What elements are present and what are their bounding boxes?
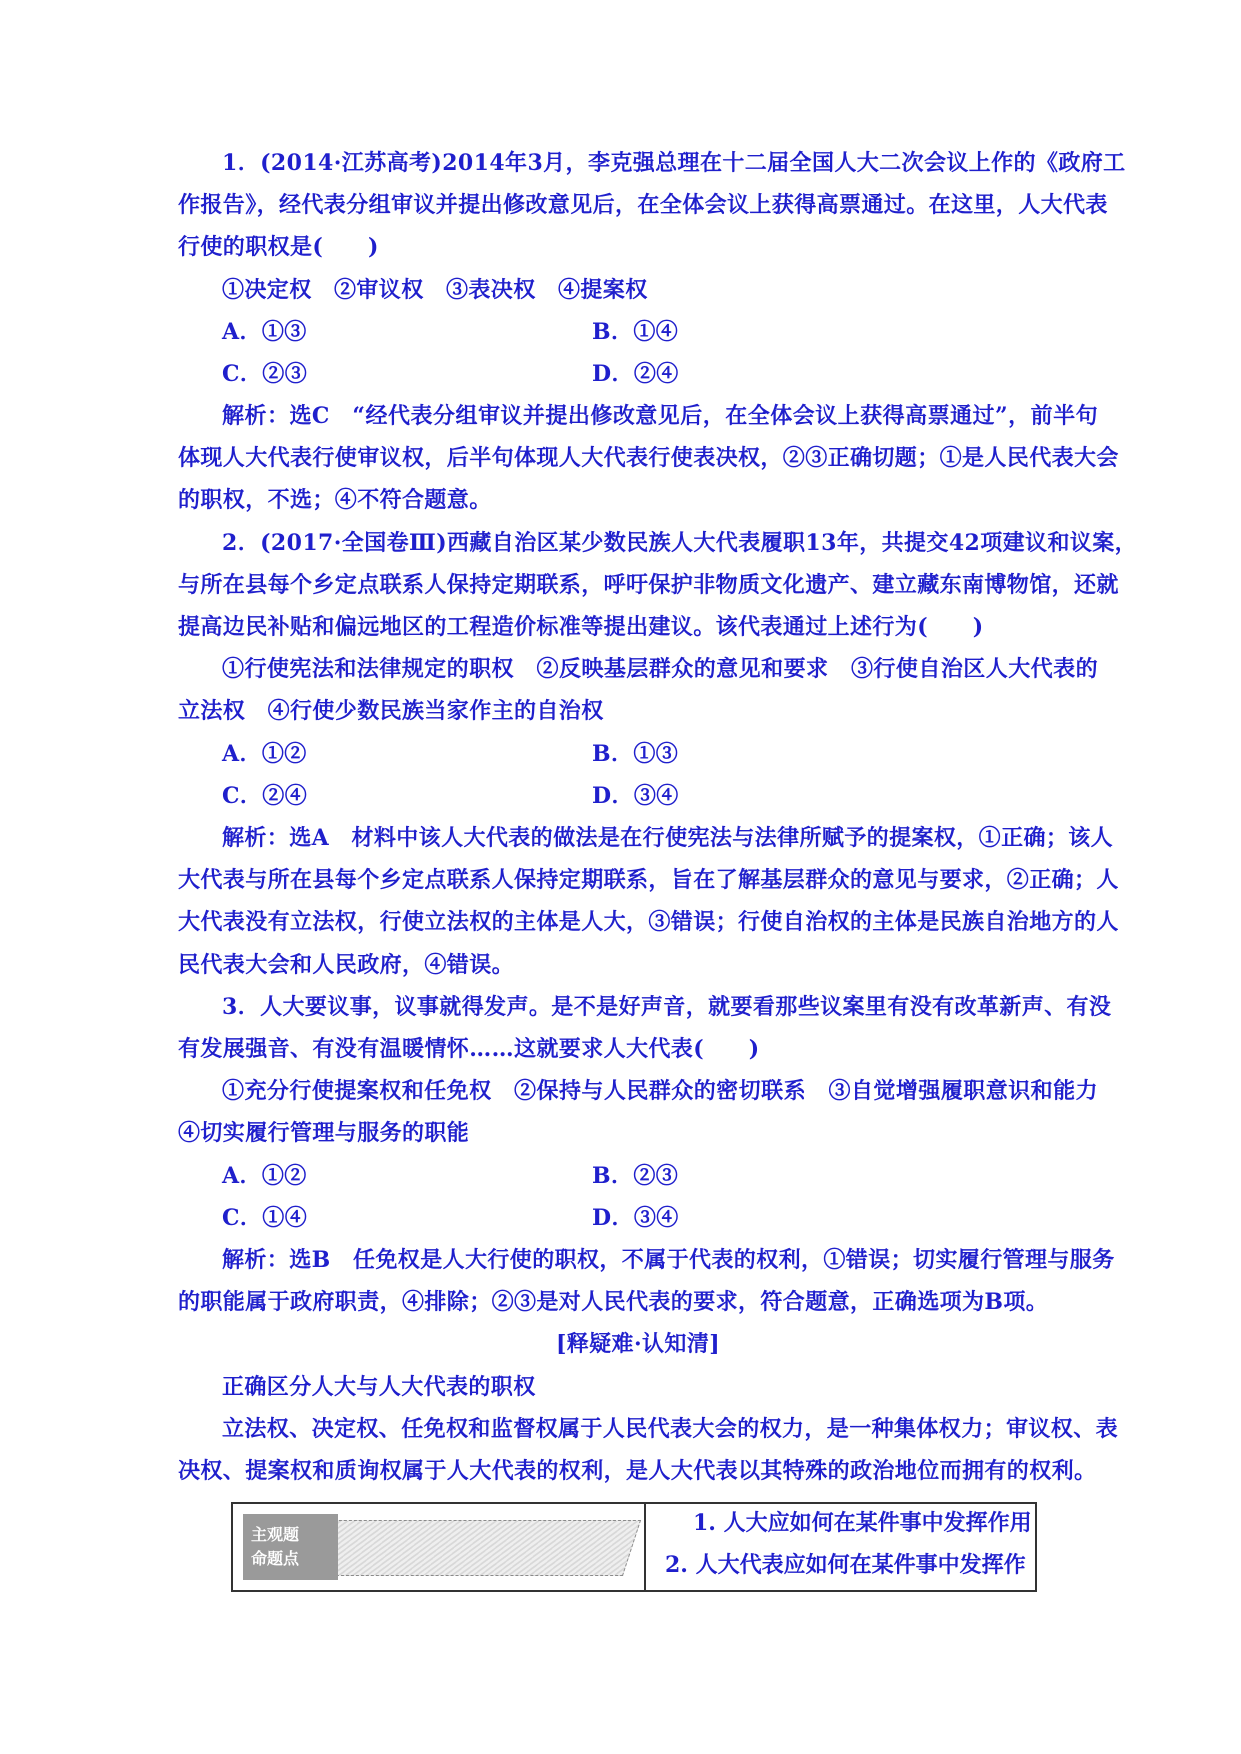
q1-line-3: 行使的职权是( ) xyxy=(178,234,379,260)
q3-line-1: 3．人大要议事，议事就得发声。是不是好声音，就要看那些议案里有没有改革新声、有没 xyxy=(222,994,1112,1020)
q3-options-row-1 xyxy=(222,1161,1142,1191)
q3-option-d: D．③④ xyxy=(592,1205,679,1231)
topic-item-2: 2. 人大代表应如何在某件事中发挥作 xyxy=(665,1552,1026,1578)
q2-option-c: C．②④ xyxy=(222,783,308,809)
q1-option-c: C．②③ xyxy=(222,361,308,387)
q1-option-b: B．①④ xyxy=(592,319,679,345)
q2-option-a: A．①② xyxy=(222,741,307,767)
topic-tag-line-1: 主观题 xyxy=(251,1525,300,1544)
topic-tag-banner xyxy=(243,1514,633,1580)
q3-analysis-2: 的职能属于政府职责，④排除；②③是对人民代表的要求，符合题意，正确选项为B项。 xyxy=(178,1289,1049,1315)
topic-tag-stripe xyxy=(306,1520,641,1576)
q2-options-row-1 xyxy=(222,739,1142,769)
q1-option-a: A．①③ xyxy=(222,319,307,345)
q1-analysis-2: 体现人大代表行使审议权，后半句体现人大代表行使表决权，②③正确切题；①是人民代表大会 xyxy=(178,445,1119,471)
q1-analysis-3: 的职权，不选；④不符合题意。 xyxy=(178,487,492,513)
q2-items-1: ①行使宪法和法律规定的职权 ②反映基层群众的意见和要求 ③行使自治区人大代表的 xyxy=(222,656,1098,682)
q1-option-d: D．②④ xyxy=(592,361,679,387)
q3-option-a: A．①② xyxy=(222,1163,307,1189)
q3-analysis-1: 解析：选B 任免权是人大行使的职权，不属于代表的权利，①错误；切实履行管理与服务 xyxy=(222,1247,1115,1273)
q3-items-1: ①充分行使提案权和任免权 ②保持与人民群众的密切联系 ③自觉增强履职意识和能力 xyxy=(222,1078,1098,1104)
q1-options-row-1 xyxy=(222,317,1142,347)
q2-option-d: D．③④ xyxy=(592,783,679,809)
topic-box xyxy=(231,1502,1037,1592)
clarify-line-2: 决权、提案权和质询权属于人大代表的权利，是人大代表以其特殊的政治地位而拥有的权利。 xyxy=(178,1458,1097,1484)
topic-tag-line-2: 命题点 xyxy=(251,1549,300,1568)
q3-options-row-2 xyxy=(222,1203,1142,1233)
topic-box-tag-cell xyxy=(233,1504,646,1590)
clarify-heading: [释疑难·认知清] xyxy=(555,1331,721,1357)
q1-line-2: 作报告》，经代表分组审议并提出修改意见后，在全体会议上获得高票通过。在这里，人大代表 xyxy=(178,192,1108,218)
q2-line-1: 2．(2017·全国卷Ⅲ)西藏自治区某少数民族人大代表履职13年，共提交42项建议和议案， xyxy=(222,530,1138,556)
q3-option-b: B．②③ xyxy=(592,1163,679,1189)
q2-analysis-4: 民代表大会和人民政府，④错误。 xyxy=(178,952,515,978)
q3-line-2: 有发展强音、有没有温暖情怀……这就要求人大代表( ) xyxy=(178,1036,760,1062)
q2-line-2: 与所在县每个乡定点联系人保持定期联系，呼吁保护非物质文化遗产、建立藏东南博物馆，还就 xyxy=(178,572,1119,598)
q2-items-2: 立法权 ④行使少数民族当家作主的自治权 xyxy=(178,698,604,724)
clarify-subtitle: 正确区分人大与人大代表的职权 xyxy=(222,1374,536,1400)
q2-option-b: B．①③ xyxy=(592,741,679,767)
q3-items-2: ④切实履行管理与服务的职能 xyxy=(178,1120,470,1146)
q2-analysis-1: 解析：选A 材料中该人大代表的做法是在行使宪法与法律所赋予的提案权，①正确；该人 xyxy=(222,825,1114,851)
q2-options-row-2 xyxy=(222,781,1142,811)
q2-analysis-2: 大代表与所在县每个乡定点联系人保持定期联系，旨在了解基层群众的意见与要求，②正确；人 xyxy=(178,867,1119,893)
q2-analysis-3: 大代表没有立法权，行使立法权的主体是人大，③错误；行使自治权的主体是民族自治地方的人 xyxy=(178,909,1119,935)
q1-items: ①决定权 ②审议权 ③表决权 ④提案权 xyxy=(222,277,648,303)
q1-analysis-1: 解析：选C “经代表分组审议并提出修改意见后，在全体会议上获得高票通过”，前半句 xyxy=(222,403,1098,429)
clarify-line-1: 立法权、决定权、任免权和监督权属于人民代表大会的权力，是一种集体权力；审议权、表 xyxy=(222,1416,1119,1442)
q1-options-row-2 xyxy=(222,359,1142,389)
q3-option-c: C．①④ xyxy=(222,1205,308,1231)
q2-line-3: 提高边民补贴和偏远地区的工程造价标准等提出建议。该代表通过上述行为( ) xyxy=(178,614,984,640)
topic-item-1: 1. 人大应如何在某件事中发挥作用 xyxy=(693,1510,1032,1536)
q1-line-1: 1．(2014·江苏高考)2014年3月，李克强总理在十二届全国人大二次会议上作的《政府工 xyxy=(222,150,1126,176)
